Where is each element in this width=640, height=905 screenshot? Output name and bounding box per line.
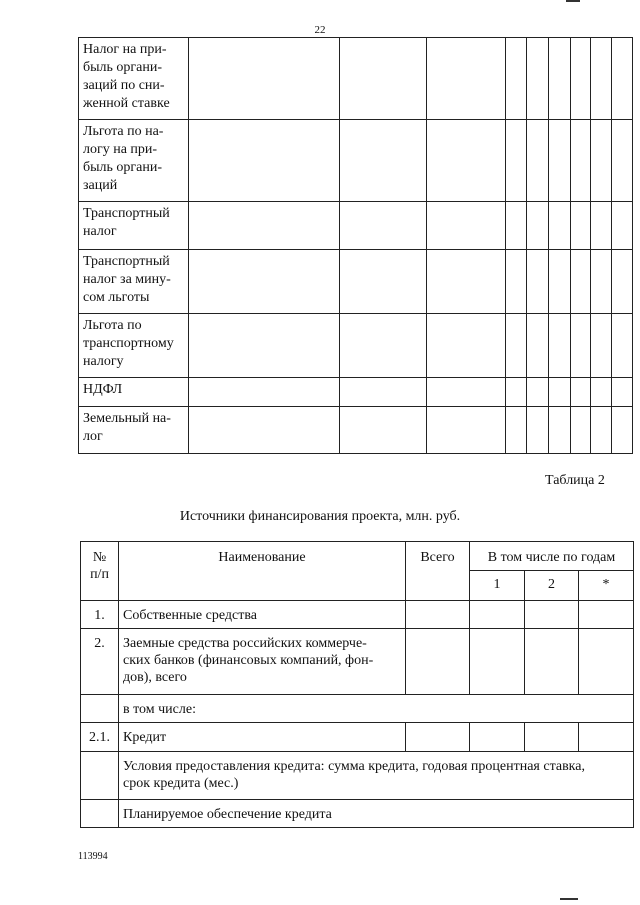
table-row [81, 695, 634, 723]
table-row [79, 407, 633, 454]
table-row [81, 629, 634, 695]
col-header-name: Наименование [119, 542, 406, 601]
financing-table [80, 541, 634, 828]
table-row [81, 601, 634, 629]
row-label: Земельный на- лог [79, 407, 189, 454]
row-name: Собственные средства [119, 601, 406, 629]
row-name: Планируемое обеспечение кредита [119, 800, 634, 828]
page-number: 22 [314, 24, 326, 36]
table-title: Источники финансирования проекта, млн. руб. [179, 509, 461, 524]
row-num: 2. [81, 629, 119, 695]
row-name: Заемные средства российских коммерче- ских банков (финансовых компаний, фон- дов), всего [119, 629, 406, 695]
corner-mark [566, 0, 580, 2]
table-row [79, 314, 633, 378]
table-row [79, 250, 633, 314]
row-name: Условия предоставления кредита: сумма кредита, годовая процентная ставка, срок кредита (мес.) [119, 752, 634, 800]
col-header-year-2: 2 [525, 571, 579, 601]
table-row [81, 723, 634, 752]
table-row [81, 800, 634, 828]
row-label: Льгота по транспортному налогу [79, 314, 189, 378]
col-header-year-1: 1 [470, 571, 525, 601]
row-label: НДФЛ [79, 378, 189, 407]
row-name: Кредит [119, 723, 406, 752]
corner-mark [560, 898, 578, 900]
col-header-year-more: * [579, 571, 634, 601]
table-row [79, 38, 633, 120]
row-label: Транспортный налог за мину- сом льготы [79, 250, 189, 314]
table-header-row [81, 542, 634, 571]
row-label: Льгота по на- логу на при- быль органи- заций [79, 120, 189, 202]
table-caption-label: Таблица 2 [545, 473, 605, 488]
table-row [79, 202, 633, 250]
row-label: Транспортный налог [79, 202, 189, 250]
table-row [79, 120, 633, 202]
col-header-num: № п/п [81, 542, 119, 601]
row-name: в том числе: [119, 695, 634, 723]
col-header-total: Всего [406, 542, 470, 601]
tax-table [78, 37, 633, 454]
row-label: Налог на при- быль органи- заций по сни- женной ставке [79, 38, 189, 120]
table-row [79, 378, 633, 407]
row-num: 1. [81, 601, 119, 629]
col-header-by-years: В том числе по годам [470, 542, 634, 571]
table-row [81, 752, 634, 800]
row-num: 2.1. [81, 723, 119, 752]
document-id: 113994 [78, 851, 108, 862]
